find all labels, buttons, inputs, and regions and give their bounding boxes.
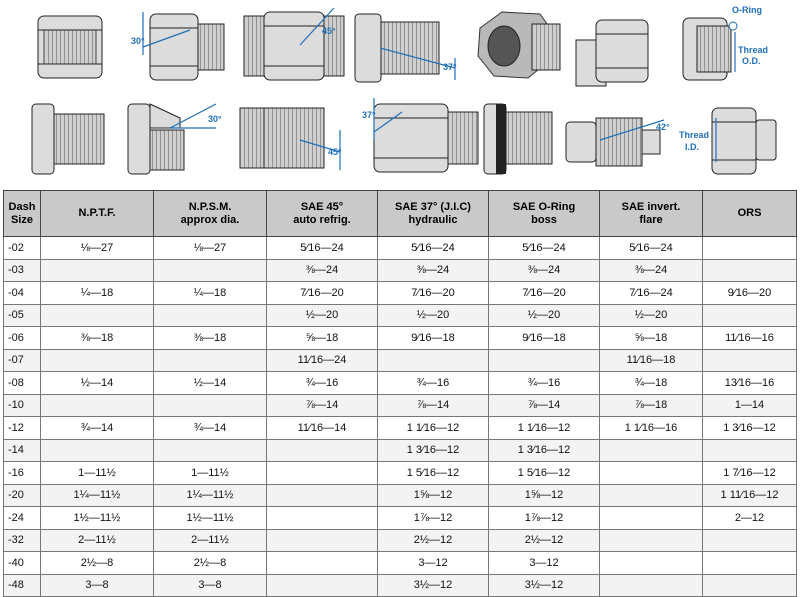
table-cell: 7⁄16—24 xyxy=(600,282,703,305)
table-cell xyxy=(154,304,267,327)
table-cell: 1 3⁄16—12 xyxy=(703,417,797,440)
table-cell xyxy=(267,484,378,507)
table-cell xyxy=(703,237,797,260)
table-cell xyxy=(703,349,797,372)
table-cell: 1⅝—12 xyxy=(489,484,600,507)
table-cell xyxy=(41,439,154,462)
flare-adapter xyxy=(128,104,222,174)
col-header-dash-size: Dash Size xyxy=(4,191,41,237)
col-header-inverted-flare: SAE invert. flare xyxy=(600,191,703,237)
oring-plug xyxy=(683,5,768,80)
table-header-row xyxy=(4,191,797,237)
table-cell xyxy=(154,439,267,462)
dash-size-cell: -05 xyxy=(4,304,41,327)
table-cell: ¼—18 xyxy=(41,282,154,305)
dash-size-cell: -08 xyxy=(4,372,41,395)
thread-od-label-line1: Thread xyxy=(738,45,769,55)
oring-boss-plug xyxy=(484,104,552,174)
angle-label-45: 45° xyxy=(322,26,336,36)
table-cell xyxy=(703,259,797,282)
table-row xyxy=(4,259,797,282)
table-cell: 3—12 xyxy=(378,552,489,575)
jic37-female-swivel xyxy=(362,98,478,172)
table-cell xyxy=(489,349,600,372)
col-header-sae45: SAE 45° auto refrig. xyxy=(267,191,378,237)
table-cell: 11⁄16—14 xyxy=(267,417,378,440)
dash-size-cell: -03 xyxy=(4,259,41,282)
table-cell: ⅝—18 xyxy=(267,327,378,350)
table-cell: 2—11½ xyxy=(154,529,267,552)
angle-label-42: 42° xyxy=(656,122,670,132)
table-cell: 3—12 xyxy=(489,552,600,575)
table-cell xyxy=(267,574,378,597)
table-cell xyxy=(41,304,154,327)
table-cell: ½—20 xyxy=(378,304,489,327)
col-header-ors: ORS xyxy=(703,191,797,237)
table-cell xyxy=(154,259,267,282)
table-cell: ¾—14 xyxy=(154,417,267,440)
table-cell: ⅜—18 xyxy=(154,327,267,350)
table-cell xyxy=(600,462,703,485)
table-cell: ¼—18 xyxy=(154,282,267,305)
table-cell: 1 5⁄16—12 xyxy=(378,462,489,485)
table-cell xyxy=(267,439,378,462)
table-row xyxy=(4,372,797,395)
dash-size-cell: -07 xyxy=(4,349,41,372)
table-row xyxy=(4,304,797,327)
table-cell: ⅞—14 xyxy=(267,394,378,417)
table-cell: 5⁄16—24 xyxy=(489,237,600,260)
table-cell xyxy=(41,349,154,372)
table-cell: 7⁄16—20 xyxy=(267,282,378,305)
table-cell: ¾—18 xyxy=(600,372,703,395)
table-row xyxy=(4,394,797,417)
table-cell: 1—11½ xyxy=(154,462,267,485)
table-cell: ⅜—18 xyxy=(41,327,154,350)
table-cell: ½—20 xyxy=(267,304,378,327)
table-cell xyxy=(600,507,703,530)
table-cell: 3½—12 xyxy=(489,574,600,597)
table-cell: 2½—12 xyxy=(378,529,489,552)
table-cell xyxy=(154,394,267,417)
table-cell xyxy=(600,529,703,552)
table-cell: 1⅞—12 xyxy=(489,507,600,530)
table-cell xyxy=(703,439,797,462)
table-cell: ⅜—24 xyxy=(267,259,378,282)
table-cell xyxy=(703,529,797,552)
col-header-sae37: SAE 37° (J.I.C) hydraulic xyxy=(378,191,489,237)
thread-size-table xyxy=(3,190,797,597)
angle-label-30-b: 30° xyxy=(208,114,222,124)
dash-size-cell: -32 xyxy=(4,529,41,552)
table-cell: 1¼—11½ xyxy=(41,484,154,507)
table-cell xyxy=(600,439,703,462)
thread-od-label-line2: O.D. xyxy=(742,56,761,66)
table-cell xyxy=(703,574,797,597)
table-row xyxy=(4,327,797,350)
table-row xyxy=(4,507,797,530)
table-cell: 1 1⁄16—16 xyxy=(600,417,703,440)
dash-size-cell: -40 xyxy=(4,552,41,575)
table-cell: 1 1⁄16—12 xyxy=(378,417,489,440)
table-cell: 3½—12 xyxy=(378,574,489,597)
dash-size-cell: -48 xyxy=(4,574,41,597)
table-cell: 2½—12 xyxy=(489,529,600,552)
sae45-female-fitting xyxy=(131,12,224,80)
table-cell: 5⁄16—24 xyxy=(600,237,703,260)
dash-size-cell: -06 xyxy=(4,327,41,350)
col-header-npsm: N.P.S.M. approx dia. xyxy=(154,191,267,237)
thread-id-label-line1: Thread xyxy=(679,130,710,140)
jic37-male-adapter xyxy=(355,14,457,82)
dash-size-cell: -16 xyxy=(4,462,41,485)
oring-boss-port xyxy=(576,20,648,86)
col-header-nptf: N.P.T.F. xyxy=(41,191,154,237)
table-cell: ½—14 xyxy=(154,372,267,395)
table-row xyxy=(4,484,797,507)
table-cell: 1—11½ xyxy=(41,462,154,485)
table-row xyxy=(4,462,797,485)
table-cell: 1 3⁄16—12 xyxy=(489,439,600,462)
table-cell: ⅜—24 xyxy=(378,259,489,282)
table-cell: 1⅞—12 xyxy=(378,507,489,530)
table-cell: 1 5⁄16—12 xyxy=(489,462,600,485)
table-cell: 1 1⁄16—12 xyxy=(489,417,600,440)
table-cell: 11⁄16—18 xyxy=(600,349,703,372)
table-row xyxy=(4,574,797,597)
angle-label-37: 37° xyxy=(443,62,457,72)
table-cell: 1⅝—12 xyxy=(378,484,489,507)
table-cell: ⅞—18 xyxy=(600,394,703,417)
table-cell: ½—20 xyxy=(489,304,600,327)
table-row xyxy=(4,282,797,305)
table-cell xyxy=(267,507,378,530)
table-cell: 2½—8 xyxy=(154,552,267,575)
table-cell: ⅛—27 xyxy=(154,237,267,260)
table-cell xyxy=(600,552,703,575)
table-cell xyxy=(267,462,378,485)
angle-label-37-b: 37° xyxy=(362,110,376,120)
table-cell: ½—20 xyxy=(600,304,703,327)
table-cell: ⅜—24 xyxy=(489,259,600,282)
table-cell: 3—8 xyxy=(154,574,267,597)
table-cell: 1¼—11½ xyxy=(154,484,267,507)
ors-female-fitting xyxy=(679,108,776,174)
dash-size-cell: -24 xyxy=(4,507,41,530)
table-cell: 7⁄16—20 xyxy=(489,282,600,305)
table-cell: 3—8 xyxy=(41,574,154,597)
table-cell xyxy=(378,349,489,372)
table-cell: ⅞—14 xyxy=(489,394,600,417)
table-cell: ⅝—18 xyxy=(600,327,703,350)
table-cell: 1 3⁄16—12 xyxy=(378,439,489,462)
table-cell: 11⁄16—24 xyxy=(267,349,378,372)
table-row xyxy=(4,349,797,372)
fitting-illustrations xyxy=(0,0,800,190)
table-cell: 2—12 xyxy=(703,507,797,530)
table-row xyxy=(4,439,797,462)
female-npt-coupling xyxy=(38,16,102,78)
table-cell xyxy=(267,552,378,575)
table-cell xyxy=(703,304,797,327)
table-cell xyxy=(41,259,154,282)
table-cell: 9⁄16—20 xyxy=(703,282,797,305)
table-cell: 1½—11½ xyxy=(41,507,154,530)
inverted-flare-fitting xyxy=(566,118,670,166)
table-row xyxy=(4,237,797,260)
table-cell xyxy=(41,394,154,417)
hex-reducer-bushing xyxy=(478,12,560,78)
table-row xyxy=(4,417,797,440)
table-cell xyxy=(154,349,267,372)
dash-size-cell: -14 xyxy=(4,439,41,462)
table-cell: ⅜—24 xyxy=(600,259,703,282)
dash-size-cell: -10 xyxy=(4,394,41,417)
oring-label: O-Ring xyxy=(732,5,762,15)
table-cell: ¾—14 xyxy=(41,417,154,440)
table-cell xyxy=(267,529,378,552)
table-cell: 1½—11½ xyxy=(154,507,267,530)
table-cell: ¾—16 xyxy=(489,372,600,395)
table-cell: 5⁄16—24 xyxy=(267,237,378,260)
table-cell: 2—11½ xyxy=(41,529,154,552)
table-cell: ⅞—14 xyxy=(378,394,489,417)
table-cell: 9⁄16—18 xyxy=(489,327,600,350)
table-cell: ¾—16 xyxy=(267,372,378,395)
table-cell: 2½—8 xyxy=(41,552,154,575)
table-row xyxy=(4,552,797,575)
table-cell xyxy=(703,552,797,575)
angle-label-30: 30° xyxy=(131,36,145,46)
table-cell: 5⁄16—24 xyxy=(378,237,489,260)
table-cell xyxy=(600,574,703,597)
dash-size-cell: -12 xyxy=(4,417,41,440)
table-cell: 1—14 xyxy=(703,394,797,417)
table-cell: 7⁄16—20 xyxy=(378,282,489,305)
npt-plug xyxy=(32,104,104,174)
table-cell: ½—14 xyxy=(41,372,154,395)
thread-id-label-line2: I.D. xyxy=(685,142,700,152)
table-row xyxy=(4,529,797,552)
table-cell: 1 7⁄16—12 xyxy=(703,462,797,485)
col-header-oring-boss: SAE O-Ring boss xyxy=(489,191,600,237)
table-cell: 13⁄16—16 xyxy=(703,372,797,395)
table-cell xyxy=(600,484,703,507)
dash-size-cell: -20 xyxy=(4,484,41,507)
table-cell: ⅛—27 xyxy=(41,237,154,260)
table-cell: 11⁄16—16 xyxy=(703,327,797,350)
table-cell: 1 11⁄16—12 xyxy=(703,484,797,507)
sae45-union xyxy=(244,8,344,80)
angle-label-45-b: 45° xyxy=(328,147,342,157)
table-cell: 9⁄16—18 xyxy=(378,327,489,350)
dash-size-cell: -02 xyxy=(4,237,41,260)
sae45-male-adapter xyxy=(240,108,342,170)
dash-size-cell: -04 xyxy=(4,282,41,305)
table-cell: ¾—16 xyxy=(378,372,489,395)
